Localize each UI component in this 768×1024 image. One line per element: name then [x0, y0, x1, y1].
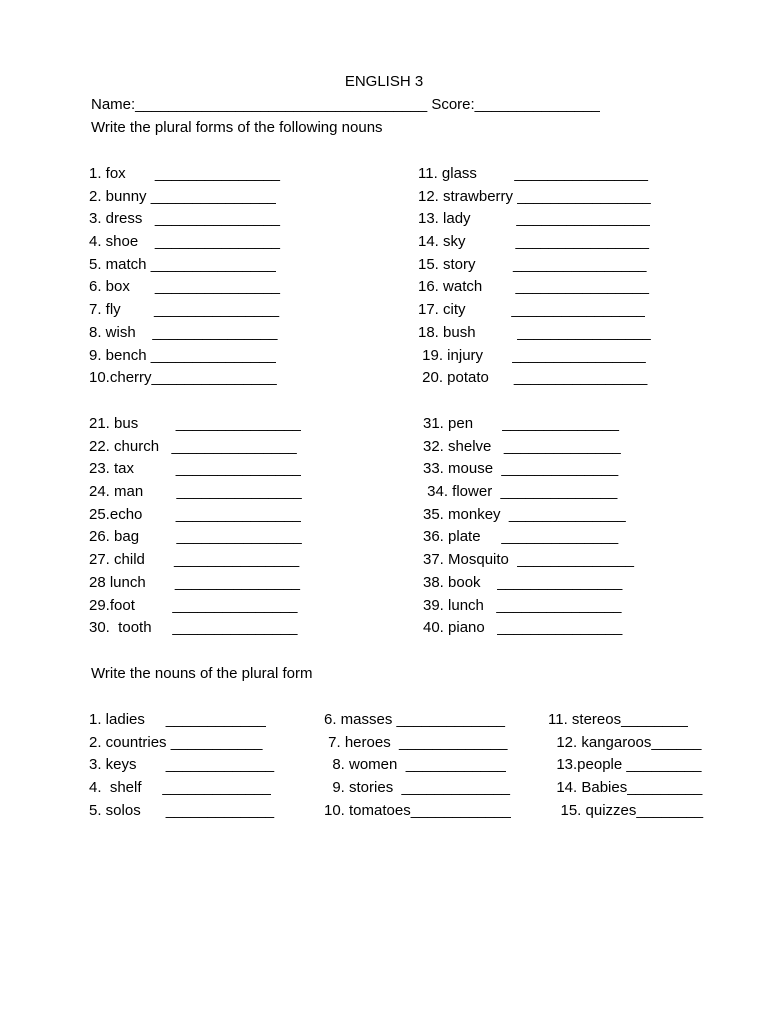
list-item: 3. keys _____________ [89, 756, 275, 774]
list-item: 11. stereos________ [548, 711, 688, 728]
list-item: 31. pen ______________ [423, 415, 620, 432]
list-item: 38. book _______________ [423, 573, 623, 591]
list-item: 22. church _______________ [89, 437, 297, 455]
list-item: 9. bench _______________ [89, 346, 276, 364]
name-score-line: Name:___________________________________ Score:_______________ [91, 96, 600, 113]
list-item: 21. bus _______________ [89, 415, 301, 432]
section2-left-list [89, 413, 302, 640]
list-item: 6. box _______________ [89, 278, 281, 296]
list-item: 2. countries ___________ [89, 733, 263, 751]
list-item: 1. ladies ____________ [89, 711, 266, 728]
list-item: 4. shelf _____________ [89, 779, 271, 797]
section3-left-list [89, 709, 274, 822]
list-item: 17. city ________________ [418, 301, 645, 319]
list-item: 3. dress _______________ [89, 210, 280, 228]
list-item: 26. bag _______________ [89, 528, 302, 546]
list-item: 5. solos _____________ [89, 801, 275, 819]
list-item: 36. plate ______________ [423, 528, 619, 546]
list-item: 33. mouse ______________ [423, 460, 619, 478]
page-title: ENGLISH 3 [344, 73, 424, 90]
section3-right-list [548, 709, 703, 822]
list-item: 10. tomatoes____________ [324, 801, 511, 819]
list-item: 24. man _______________ [89, 483, 302, 501]
list-item: 11. glass ________________ [418, 165, 648, 182]
list-item: 12. kangaroos______ [548, 733, 702, 751]
list-item: 14. Babies_________ [548, 779, 703, 797]
list-item: 10.cherry_______________ [89, 369, 277, 387]
list-item: 39. lunch _______________ [423, 596, 622, 614]
instruction-singular-forms: Write the nouns of the plural form [91, 665, 313, 682]
list-item: 8. wish _______________ [89, 323, 278, 341]
list-item: 34. flower ______________ [423, 483, 618, 501]
list-item: 35. monkey ______________ [423, 505, 626, 523]
list-item: 7. fly _______________ [89, 301, 280, 319]
list-item: 15. quizzes________ [548, 801, 704, 819]
section2-right-list [423, 413, 634, 640]
section3-middle-list [324, 709, 511, 822]
list-item: 4. shoe _______________ [89, 233, 281, 251]
list-item: 16. watch ________________ [418, 278, 650, 296]
list-item: 19. injury ________________ [418, 346, 646, 364]
list-item: 1. fox _______________ [89, 165, 280, 182]
list-item: 25.echo _______________ [89, 505, 301, 523]
list-item: 15. story ________________ [418, 255, 647, 273]
instruction-plural-forms: Write the plural forms of the following nouns [91, 119, 383, 136]
list-item: 9. stories _____________ [324, 779, 510, 797]
list-item: 23. tax _______________ [89, 460, 301, 478]
list-item: 8. women ____________ [324, 756, 506, 774]
list-item: 20. potato ________________ [418, 369, 648, 387]
list-item: 30. tooth _______________ [89, 619, 298, 637]
section1-left-list [89, 163, 280, 390]
list-item: 40. piano _______________ [423, 619, 623, 637]
list-item: 13. lady ________________ [418, 210, 650, 228]
list-item: 28 lunch _______________ [89, 573, 301, 591]
list-item: 29.foot _______________ [89, 596, 298, 614]
list-item: 7. heroes _____________ [324, 733, 508, 751]
list-item: 18. bush ________________ [418, 323, 651, 341]
list-item: 37. Mosquito ______________ [423, 551, 635, 569]
list-item: 32. shelve ______________ [423, 437, 621, 455]
list-item: 5. match _______________ [89, 255, 276, 273]
list-item: 12. strawberry ________________ [418, 187, 651, 205]
section1-right-list [418, 163, 651, 390]
list-item: 2. bunny _______________ [89, 187, 276, 205]
list-item: 14. sky ________________ [418, 233, 650, 251]
list-item: 6. masses _____________ [324, 711, 505, 728]
list-item: 27. child _______________ [89, 551, 300, 569]
list-item: 13.people _________ [548, 756, 702, 774]
